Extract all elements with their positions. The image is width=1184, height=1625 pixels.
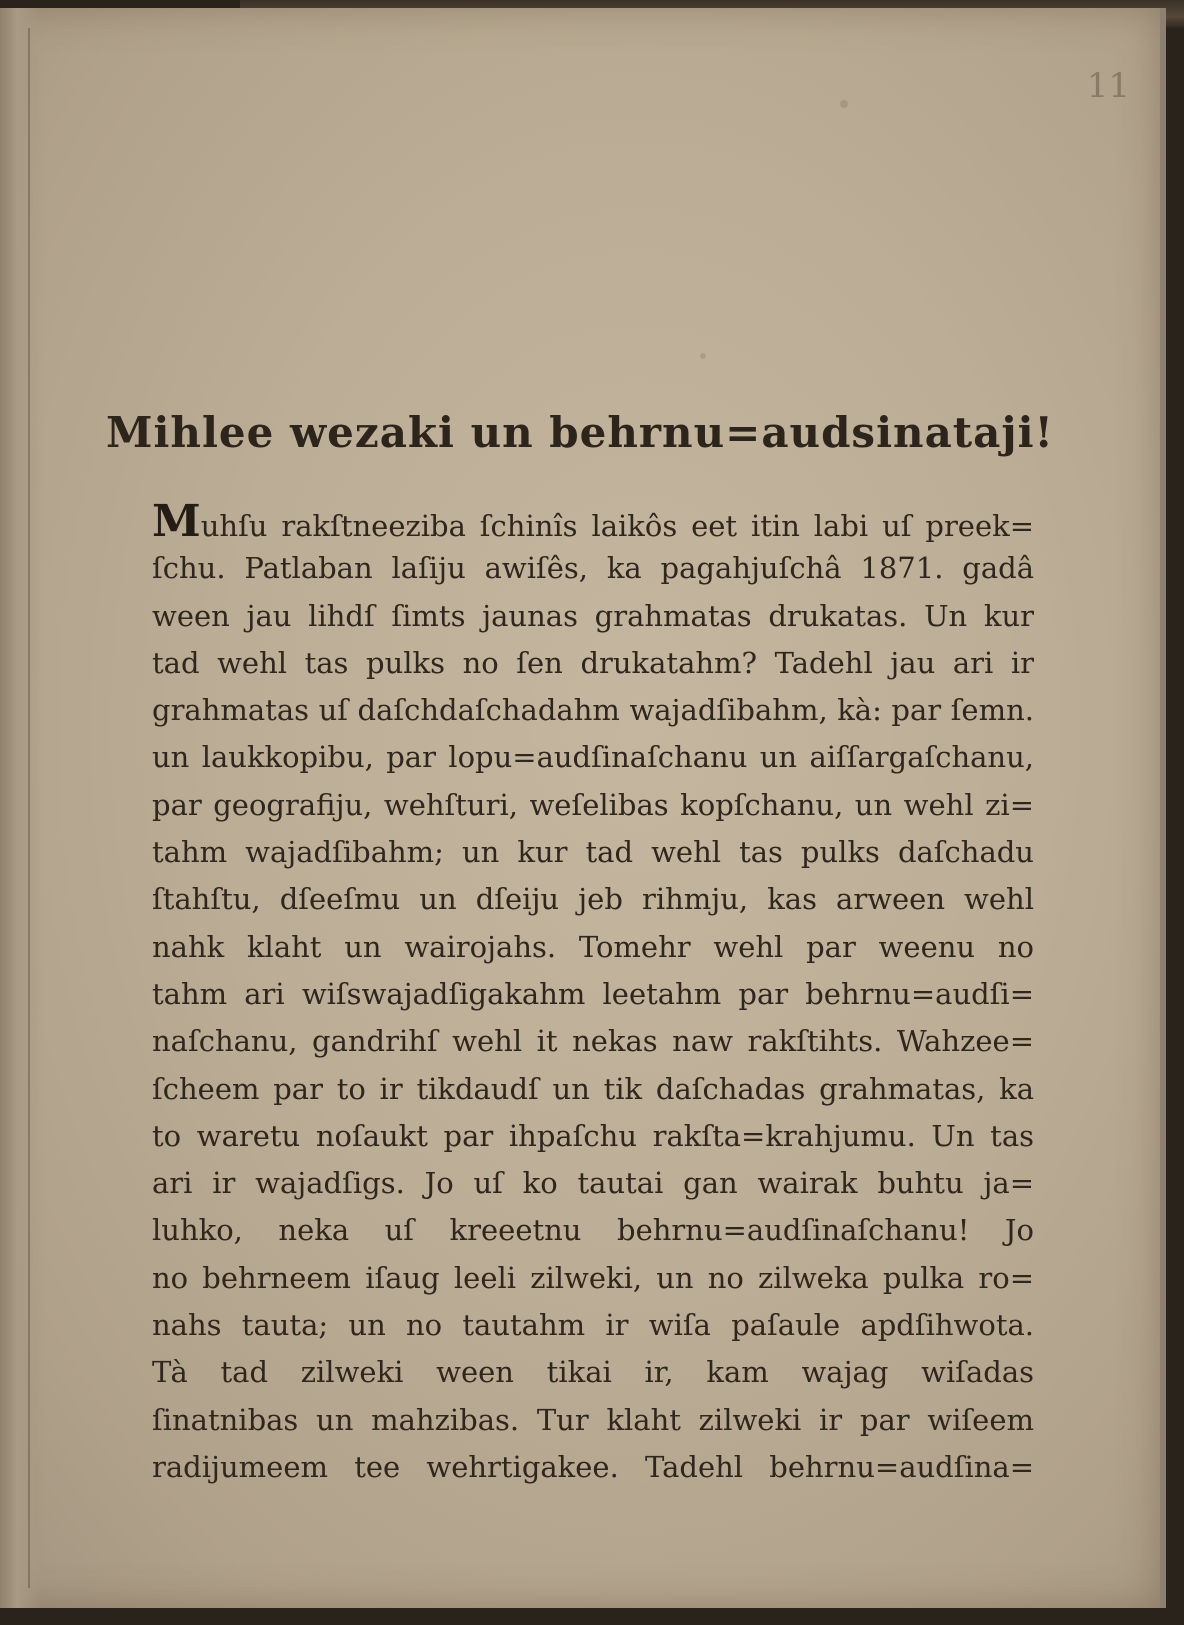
text-line: par geografiju, wehſturi, weſelibas kopſchanu, un wehl zi= — [152, 787, 1034, 822]
page-number: 11 — [1086, 66, 1130, 106]
text-line: nahs tauta; un no tautahm ir wiſa paſaule apdſihwota. — [152, 1308, 1034, 1343]
body-paragraph — [152, 498, 1034, 1491]
text-line: tad wehl tas pulks no ſen drukatahm? Tadehl jau ari ir — [152, 645, 1034, 680]
text-line: to waretu noſaukt par ihpaſchu rakſta=krahjumu. Un tas — [152, 1118, 1034, 1153]
text-line: no behrneem iſaug leeli zilweki, un no zilweka pulka ro= — [152, 1260, 1034, 1295]
drop-cap: M — [152, 498, 201, 546]
text-line: tahm ari wiſswajadſigakahm leetahm par behrnu=audſi= — [152, 976, 1034, 1011]
text-line: ſcheem par to ir tikdaudſ un tik daſchadas grahmatas, ka — [152, 1071, 1034, 1106]
ink-speck — [700, 353, 706, 359]
text-line: ari ir wajadſigs. Jo uſ ko tautai gan wairak buhtu ja= — [152, 1166, 1034, 1201]
text-line: ween jau lihdſ ſimts jaunas grahmatas drukatas. Un kur — [152, 598, 1034, 633]
text-line: grahmatas uſ daſchdaſchadahm wajadſibahm, kà: par ſemn. — [152, 693, 1034, 728]
text-line: ſinatnibas un mahzibas. Tur klaht zilweki ir par wiſeem — [152, 1402, 1034, 1437]
text-line: naſchanu, gandrihſ wehl it nekas naw rakſtihts. Wahzee= — [152, 1024, 1034, 1059]
text-line: tahm wajadſibahm; un kur tad wehl tas pulks daſchadu — [152, 835, 1034, 870]
section-heading: Mihlee wezaki un behrnu=audsinataji! — [105, 408, 1054, 457]
book-page — [0, 8, 1166, 1608]
text-line: un laukkopibu, par lopu=audſinaſchanu un aiſſargaſchanu, — [152, 740, 1034, 775]
text-line: radijumeem tee wehrtigakee. Tadehl behrnu=audſina= — [152, 1449, 1034, 1484]
text-line — [152, 498, 1034, 545]
text-line: ſchu. Patlaban laſiju awiſês, ka pagahjuſchâ 1871. gadâ — [152, 551, 1034, 586]
text-line: luhko, neka uſ kreeetnu behrnu=audſinaſchanu! Jo — [152, 1213, 1034, 1248]
spine-shadow — [0, 8, 42, 1608]
gutter-line — [28, 28, 30, 1588]
text-line: ſtahſtu, dſeeſmu un dſeiju jeb rihmju, kas arween wehl — [152, 882, 1034, 917]
ink-speck — [840, 100, 848, 108]
text-line-content: uhſu rakſtneeziba ſchinîs laikôs eet itin labi uſ preek= — [200, 509, 1034, 543]
text-line: nahk klaht un wairojahs. Tomehr wehl par weenu no — [152, 929, 1034, 964]
text-line: Tà tad zilweki ween tikai ir, kam wajag wiſadas — [152, 1355, 1034, 1390]
